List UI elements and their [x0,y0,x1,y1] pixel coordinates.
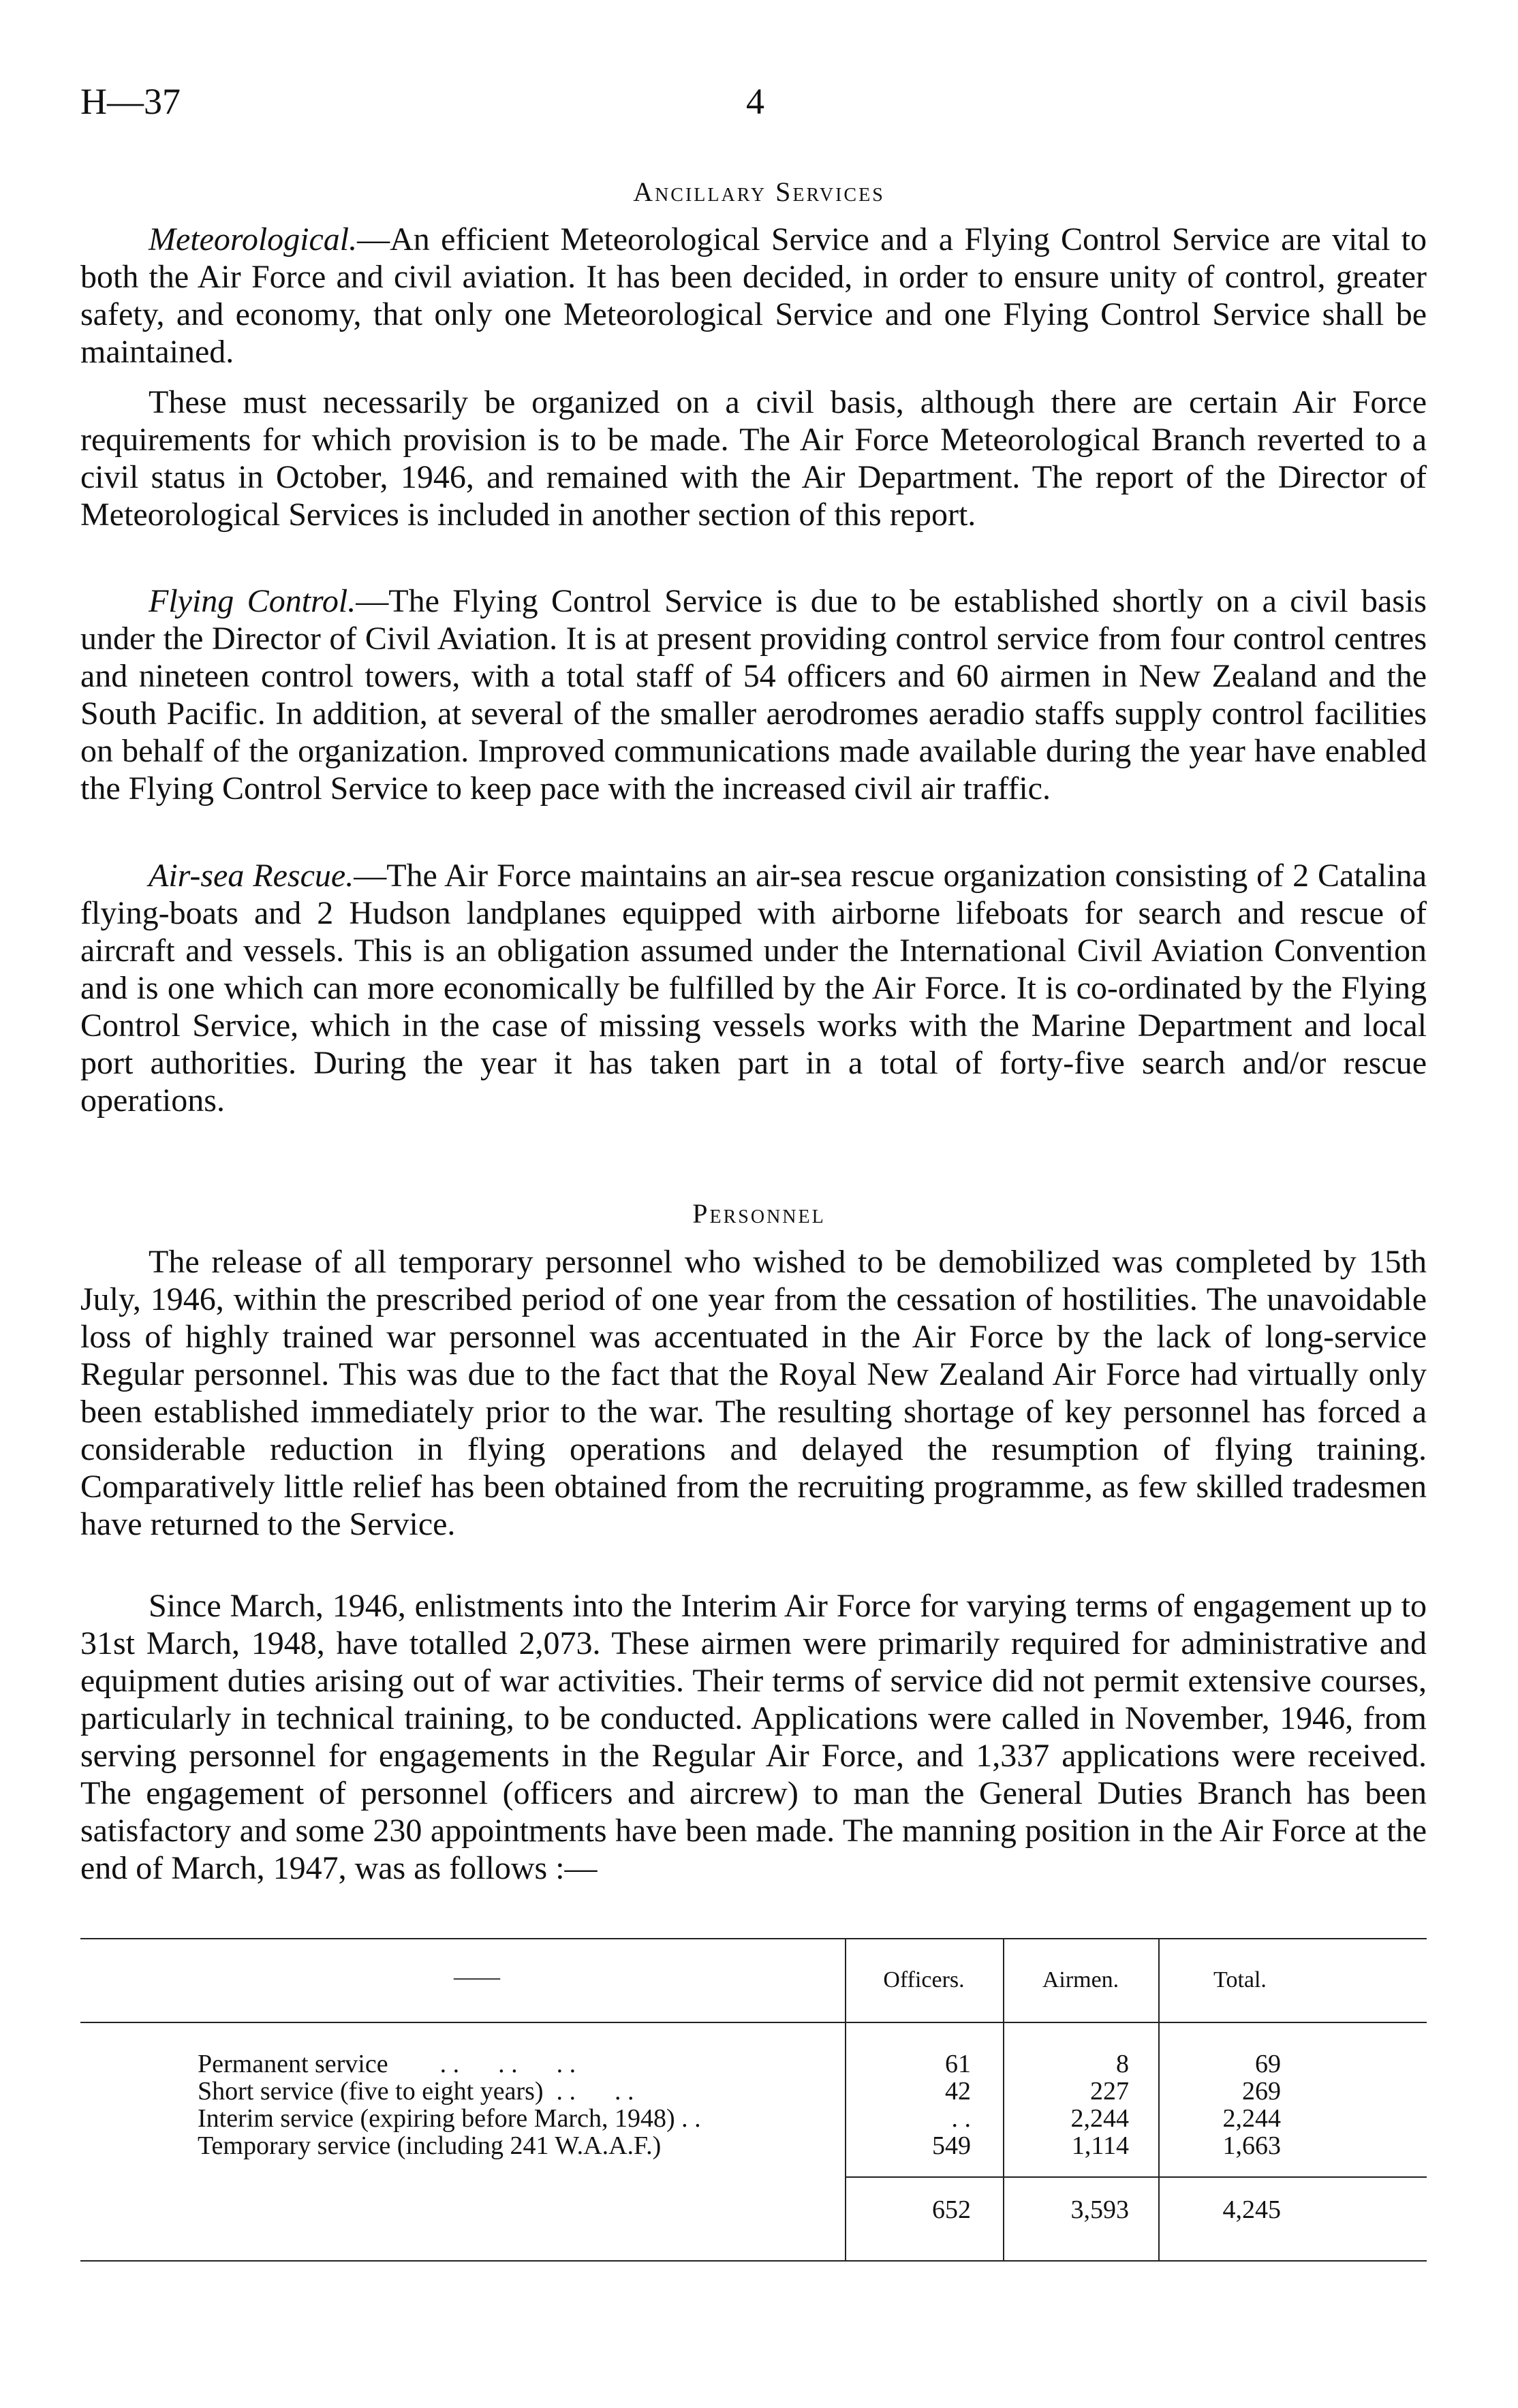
text-air-sea-rescue: —The Air Force maintains an air-sea rescue organization consisting of 2 Catalina flying-boats and 2 Hudson landplanes equipped with airborne lifeboats for search and rescue of aircraft and vessels. This is an obligation assumed under the International Civil Aviation Convention and is one which can more economically be fulfilled by the Air Force. It is co-ordinated by the Flying Control Service, which in the case of missing vessels works with the Marine Department and local port authorities. During the year it has taken part in a total of forty-five search and/or rescue operations. [80,858,1427,1119]
text-flying-control: —The Flying Control Service is due to be established shortly on a civil basis under the Director of Civil Aviation. It is at present providing control service from four control centres and nineteen control towers, with a total staff of 54 officers and 60 airmen in New Zealand and the South Pacific. In addition, at several of the smaller aerodromes aeradio staffs supply control facilities on behalf of the organization. Improved communications made available during the year have enabled the Flying Control Service to keep pace with the increased civil air traffic. [80,583,1427,807]
row-label-interim: Interim service (expiring before March, 1948) . . [198,2104,701,2133]
subheading-flying-control: Flying Control. [149,583,356,619]
cell-airmen: 8 [1116,2050,1129,2078]
total-airmen: 3,593 [1070,2195,1129,2224]
column-header-officers: Officers. [883,1967,965,1992]
row-label-short: Short service (five to eight years) . . . . [198,2077,634,2106]
cell-total: 2,244 [1222,2104,1281,2133]
paragraph-meteorological [80,221,1427,371]
cell-officers: . . [951,2104,971,2133]
table-total-rule [845,2176,1427,2178]
paragraph-meteorological-civil: These must necessarily be organized on a civil basis, although there are certain Air Force requirements for which provision is to be made. The Air Force Meteorological Branch reverted to a civil status in October, 1946, and remained with the Air Department. The report of the Director of Meteorological Services is included in another section of this report. [80,384,1427,533]
table-top-rule [80,1938,1427,1939]
table-header-rule [80,2022,1427,2023]
column-header-airmen: Airmen. [1042,1967,1119,1992]
column-header-total: Total. [1213,1967,1267,1992]
table-bottom-rule [80,2260,1427,2262]
paragraph-personnel-enlistments: Since March, 1946, enlistments into the Interim Air Force for varying terms of engagement up to 31st March, 1948, have totalled 2,073. These airmen were primarily required for administrative and equipment duties arising out of war activities. Their terms of service did not permit extensive courses, particularly in technical training, to be conducted. Applications were called in November, 1946, from serving personnel for engagements in the Regular Air Force, and 1,337 applications were received. The engagement of personnel (officers and aircrew) to man the General Duties Branch has been satisfactory and some 230 appointments have been made. The manning position in the Air Force at the end of March, 1947, was as follows :— [80,1588,1427,1886]
total-total: 4,245 [1222,2195,1281,2224]
table-corner-dash: —— [454,1965,500,1990]
cell-officers: 42 [945,2077,971,2106]
cell-officers: 61 [945,2050,971,2078]
heading-personnel: Personnel [692,1198,826,1229]
page-number: 4 [746,81,764,122]
subheading-meteorological: Meteorological. [149,221,358,257]
cell-total: 269 [1242,2077,1281,2106]
row-label-temporary: Temporary service (including 241 W.A.A.F.) [198,2131,662,2160]
subheading-air-sea-rescue: Air-sea Rescue. [149,858,354,894]
heading-ancillary-services: Ancillary Services [633,176,885,207]
cell-total: 69 [1255,2050,1281,2078]
cell-airmen: 2,244 [1070,2104,1129,2133]
document-reference: H—37 [80,81,181,122]
row-label-permanent: Permanent service . . . . . . [198,2050,576,2078]
cell-airmen: 227 [1090,2077,1129,2106]
paragraph-air-sea-rescue [80,857,1427,1119]
paragraph-personnel-release: The release of all temporary personnel who wished to be demobilized was completed by 15th July, 1946, within the prescribed period of one year from the cessation of hostilities. The unavoidable loss of highly trained war personnel was accentuated in the Air Force by the lack of long-service Regular personnel. This was due to the fact that the Royal New Zealand Air Force had virtually only been established immediately prior to the war. The resulting shortage of key personnel has forced a considerable reduction in flying operations and delayed the resumption of flying training. Comparatively little relief has been obtained from the recruiting programme, as few skilled tradesmen have returned to the Service. [80,1244,1427,1542]
cell-airmen: 1,114 [1071,2131,1129,2160]
cell-total: 1,663 [1222,2131,1281,2160]
total-officers: 652 [932,2195,971,2224]
cell-officers: 549 [932,2131,971,2160]
text-meteorological: —An efficient Meteorological Service and a Flying Control Service are vital to both the Air Force and civil aviation. It has been decided, in order to ensure unity of control, greater safety, and economy, that only one Meteorological Service and one Flying Control Service shall be maintained. [80,221,1427,370]
paragraph-flying-control [80,582,1427,807]
